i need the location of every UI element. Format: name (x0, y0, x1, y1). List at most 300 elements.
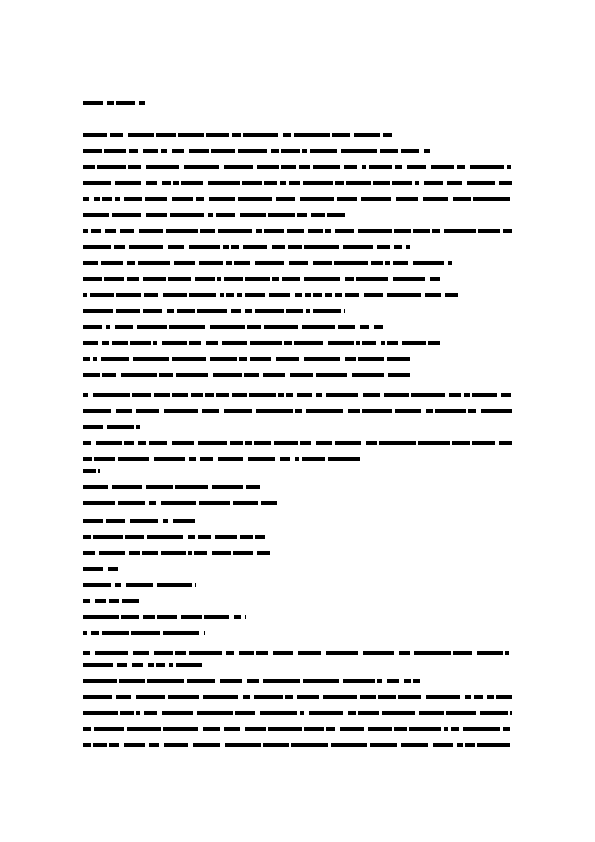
word-block (83, 357, 90, 361)
word-block (472, 393, 497, 397)
word-block (246, 485, 260, 489)
word-block (114, 245, 125, 249)
word-block (310, 149, 337, 153)
word-block (102, 197, 112, 201)
word-block (197, 309, 227, 313)
word-block (83, 409, 111, 413)
word-block (104, 277, 124, 281)
word-block (323, 695, 357, 699)
word-block (193, 743, 220, 747)
word-block (413, 261, 444, 265)
word-block (156, 133, 176, 137)
word-block (423, 197, 448, 201)
word-block (396, 197, 418, 201)
word-block (133, 357, 169, 361)
text-line (0, 726, 595, 733)
word-block (144, 711, 157, 715)
word-block (467, 181, 495, 185)
word-block (245, 293, 265, 297)
word-block (243, 133, 278, 137)
word-block (147, 535, 183, 539)
word-block (295, 293, 302, 297)
word-block (161, 149, 167, 153)
word-block (188, 535, 195, 539)
word-block (240, 213, 266, 217)
word-block (83, 663, 113, 667)
word-block (289, 181, 300, 185)
word-block (138, 441, 146, 445)
word-block (126, 583, 153, 587)
text-line (0, 100, 595, 107)
word-block (239, 651, 254, 655)
word-block (503, 229, 512, 233)
word-block (304, 277, 340, 281)
word-block (424, 181, 443, 185)
word-block (346, 181, 371, 185)
word-block (175, 651, 186, 655)
word-block (225, 743, 261, 747)
word-block (203, 727, 220, 731)
word-block (430, 277, 440, 281)
word-block (94, 457, 115, 461)
word-block (248, 457, 275, 461)
word-block (335, 293, 342, 297)
word-block (245, 615, 246, 619)
word-block (313, 165, 340, 169)
word-block (206, 341, 218, 345)
word-block (124, 743, 145, 747)
word-block (200, 229, 215, 233)
word-block (93, 535, 123, 539)
word-block (428, 341, 440, 345)
word-block (304, 245, 339, 249)
word-block (118, 501, 145, 505)
word-block (328, 457, 360, 461)
word-block (172, 197, 193, 201)
word-block (457, 743, 463, 747)
word-block (226, 261, 232, 265)
word-block (91, 229, 101, 233)
word-block (210, 357, 237, 361)
word-block (83, 197, 89, 201)
word-block (243, 695, 250, 699)
word-block (332, 133, 350, 137)
word-block (426, 409, 433, 413)
word-block (132, 393, 151, 397)
word-block (83, 149, 102, 153)
word-block (327, 213, 345, 217)
word-block (379, 441, 416, 445)
word-block (245, 441, 252, 445)
word-block (419, 711, 444, 715)
text-line (0, 228, 595, 235)
word-block (156, 663, 165, 667)
word-block (247, 325, 261, 329)
word-block (399, 651, 410, 655)
word-block (101, 261, 123, 265)
word-block (238, 149, 267, 153)
word-block (83, 133, 107, 137)
text-line (0, 324, 595, 331)
word-block (242, 181, 262, 185)
word-block (300, 441, 311, 445)
word-block (154, 457, 185, 461)
word-block (170, 213, 204, 217)
word-block (177, 309, 195, 313)
text-line (0, 550, 595, 557)
word-block (83, 261, 98, 265)
word-block (119, 679, 145, 683)
word-block (212, 485, 243, 489)
word-block (341, 149, 377, 153)
text-line (0, 356, 595, 363)
word-block (147, 679, 184, 683)
word-block (478, 229, 500, 233)
word-block (281, 149, 300, 153)
word-block (83, 469, 96, 473)
text-line (0, 518, 595, 525)
word-block (129, 551, 140, 555)
word-block (83, 457, 92, 461)
word-block (153, 341, 157, 345)
word-block (133, 651, 149, 655)
text-line (0, 710, 595, 717)
word-block (149, 441, 167, 445)
word-block (91, 631, 99, 635)
word-block (102, 341, 109, 345)
word-block (157, 583, 192, 587)
word-block (377, 245, 390, 249)
word-block (294, 341, 323, 345)
word-block (122, 599, 139, 603)
text-line (0, 662, 595, 669)
word-block (212, 551, 231, 555)
word-block (83, 695, 112, 699)
word-block (235, 711, 255, 715)
word-block (280, 181, 286, 185)
word-block (173, 181, 179, 185)
text-line (0, 598, 595, 605)
word-block (106, 519, 125, 523)
word-block (189, 341, 201, 345)
word-block (172, 149, 184, 153)
word-block (108, 567, 118, 571)
word-block (83, 711, 118, 715)
word-block (338, 325, 355, 329)
word-block (129, 149, 138, 153)
word-block (83, 229, 88, 233)
word-block (288, 245, 302, 249)
word-block (215, 535, 237, 539)
word-block (232, 133, 241, 137)
word-block (83, 277, 102, 281)
text-line (0, 424, 595, 431)
word-block (297, 213, 307, 217)
word-block (98, 469, 100, 473)
word-block (188, 551, 192, 555)
word-block (117, 663, 127, 667)
word-block (286, 309, 303, 313)
word-block (169, 325, 205, 329)
word-block (388, 373, 410, 377)
word-block (181, 615, 202, 619)
word-block (83, 501, 115, 505)
word-block (176, 663, 202, 667)
word-block (83, 165, 95, 169)
text-line (0, 180, 595, 187)
text-line (0, 468, 595, 475)
word-block (95, 599, 106, 603)
text-line (0, 534, 595, 541)
word-block (477, 651, 503, 655)
word-block (344, 309, 345, 313)
word-block (308, 229, 323, 233)
word-block (101, 357, 129, 361)
word-block (468, 409, 476, 413)
word-block (166, 229, 198, 233)
word-block (148, 663, 154, 667)
word-block (358, 711, 379, 715)
word-block (413, 229, 430, 233)
word-block (162, 341, 187, 345)
word-block (272, 277, 279, 281)
word-block (202, 409, 219, 413)
word-block (131, 631, 160, 635)
word-block (95, 651, 128, 655)
word-block (136, 695, 165, 699)
word-block (142, 551, 158, 555)
word-block (110, 133, 123, 137)
word-block (362, 409, 392, 413)
word-block (325, 293, 332, 297)
word-block (507, 165, 511, 169)
word-block (503, 727, 510, 731)
word-block (431, 165, 454, 169)
word-block (387, 341, 398, 345)
word-block (294, 133, 330, 137)
word-block (224, 165, 253, 169)
word-block (83, 727, 91, 731)
word-block (83, 213, 109, 217)
word-block (398, 695, 421, 699)
word-block (224, 277, 243, 281)
text-line (0, 244, 595, 251)
word-block (335, 441, 361, 445)
word-block (218, 229, 252, 233)
word-block (300, 197, 334, 201)
word-block (444, 727, 448, 731)
word-block (345, 293, 359, 297)
word-block (362, 165, 366, 169)
word-block (477, 743, 510, 747)
word-block (163, 293, 187, 297)
word-block (345, 357, 356, 361)
word-block (83, 551, 95, 555)
word-block (138, 261, 170, 265)
word-block (268, 213, 295, 217)
word-block (97, 165, 126, 169)
word-block (289, 261, 308, 265)
word-block (174, 261, 195, 265)
word-block (163, 631, 199, 635)
word-block (109, 743, 119, 747)
word-block (415, 181, 419, 185)
word-block (115, 583, 121, 587)
word-block (257, 551, 270, 555)
word-block (112, 341, 128, 345)
word-block (387, 293, 421, 297)
word-block (209, 197, 235, 201)
word-block (245, 727, 266, 731)
word-block (472, 441, 495, 445)
word-block (285, 695, 293, 699)
word-block (230, 441, 243, 445)
word-block (213, 373, 242, 377)
word-block (146, 213, 167, 217)
word-block (172, 393, 188, 397)
word-block (268, 727, 302, 731)
word-block (130, 519, 158, 523)
word-block (195, 277, 215, 281)
word-block (278, 393, 284, 397)
word-block (189, 293, 216, 297)
word-block (356, 341, 360, 345)
word-block (116, 101, 135, 105)
word-block (264, 229, 284, 233)
word-block (162, 711, 193, 715)
word-block (154, 393, 170, 397)
word-block (162, 181, 171, 185)
word-block (487, 695, 494, 699)
word-block (205, 393, 214, 397)
word-block (109, 599, 119, 603)
word-block (335, 181, 344, 185)
word-block (255, 261, 284, 265)
word-block (199, 261, 223, 265)
word-block (395, 165, 402, 169)
word-block (143, 149, 158, 153)
word-block (106, 325, 110, 329)
word-block (263, 679, 300, 683)
word-block (83, 441, 91, 445)
word-block (161, 551, 186, 555)
word-block (409, 727, 441, 731)
word-block (250, 357, 271, 361)
word-block (146, 485, 173, 489)
word-block (234, 615, 241, 619)
word-block (499, 441, 512, 445)
word-block (83, 293, 87, 297)
word-block (393, 277, 425, 281)
text-line (0, 340, 595, 347)
word-block (90, 293, 114, 297)
word-block (453, 197, 471, 201)
word-block (175, 485, 208, 489)
word-block (83, 651, 90, 655)
word-block (127, 727, 161, 731)
word-block (255, 535, 265, 539)
word-block (107, 101, 114, 105)
word-block (381, 341, 385, 345)
word-block (453, 651, 472, 655)
word-block (263, 743, 289, 747)
word-block (364, 293, 383, 297)
word-block (451, 727, 459, 731)
word-block (256, 229, 262, 233)
word-block (369, 165, 392, 169)
word-block (316, 441, 332, 445)
word-block (263, 373, 285, 377)
word-block (371, 261, 383, 265)
word-block (204, 615, 229, 619)
word-block (173, 519, 195, 523)
word-block (120, 229, 134, 233)
word-block (226, 651, 234, 655)
word-block (121, 373, 157, 377)
word-block (465, 743, 475, 747)
text-line (0, 212, 595, 219)
text-line (0, 484, 595, 491)
word-block (143, 309, 162, 313)
word-block (83, 101, 103, 105)
word-block (306, 309, 310, 313)
word-block (290, 373, 313, 377)
word-block (124, 197, 142, 201)
word-block (311, 213, 325, 217)
word-block (313, 261, 332, 265)
word-block (99, 551, 125, 555)
word-block (446, 711, 476, 715)
text-line (0, 582, 595, 589)
word-block (199, 501, 230, 505)
word-block (465, 695, 471, 699)
word-block (366, 441, 377, 445)
word-block (172, 441, 194, 445)
word-block (380, 149, 398, 153)
word-block (115, 325, 133, 329)
word-block (377, 679, 382, 683)
word-block (159, 373, 173, 377)
word-block (200, 457, 213, 461)
word-block (447, 181, 462, 185)
word-block (128, 165, 141, 169)
word-block (297, 695, 319, 699)
word-block (313, 293, 322, 297)
text-line (0, 276, 595, 283)
word-block (83, 567, 103, 571)
word-block (287, 229, 304, 233)
word-block (164, 409, 198, 413)
word-block (283, 133, 291, 137)
word-block (316, 373, 347, 377)
word-block (115, 181, 141, 185)
word-block (331, 743, 367, 747)
word-block (505, 651, 509, 655)
word-block (127, 261, 135, 265)
word-block (154, 651, 173, 655)
word-block (304, 357, 340, 361)
text-line (0, 196, 595, 203)
word-block (424, 149, 430, 153)
word-block (250, 341, 282, 345)
word-block (143, 277, 166, 281)
word-block (352, 373, 384, 377)
word-block (206, 133, 229, 137)
word-block (195, 583, 196, 587)
word-block (360, 695, 376, 699)
word-block (233, 501, 258, 505)
word-block (102, 631, 129, 635)
